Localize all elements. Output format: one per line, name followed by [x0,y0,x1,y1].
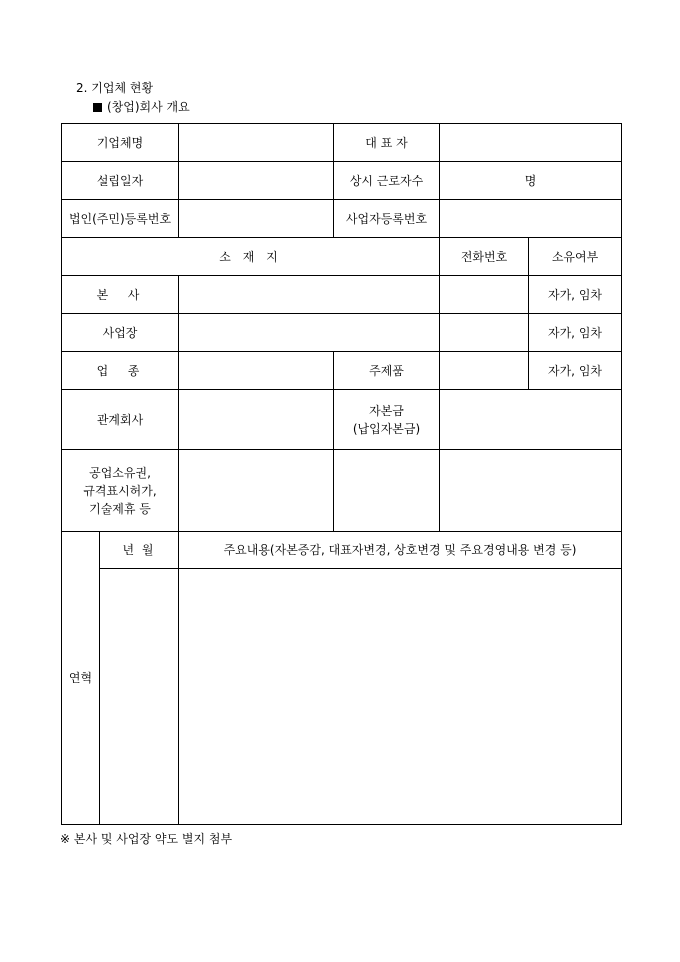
row-history-header [62,532,622,569]
label-capital-line2: (납입자본금) [352,421,421,436]
label-ip-line1: 공업소유권, [89,465,151,480]
field-history-content[interactable] [179,569,622,825]
label-year-month: 년 월 [100,532,179,569]
field-established-date[interactable] [179,162,334,200]
row-affiliates [62,390,622,450]
field-representative[interactable] [440,124,622,162]
label-phone: 전화번호 [440,238,529,276]
footnote: ※ 본사 및 사업장 약도 별지 첨부 [60,832,233,846]
field-main-product[interactable] [440,352,529,390]
subsection-heading-text: (창업)회사 개요 [107,100,190,114]
label-location: 소 재 지 [62,238,440,276]
row-registration [62,200,622,238]
label-capital-line1: 자본금 [369,403,404,418]
field-workplace-phone[interactable] [440,314,529,352]
label-company-name: 기업체명 [62,124,179,162]
field-company-name[interactable] [179,124,334,162]
row-established [62,162,622,200]
field-head-office-ownership[interactable]: 자가, 임차 [529,276,622,314]
row-location-header [62,238,622,276]
label-capital [334,390,440,450]
label-ownership: 소유여부 [529,238,622,276]
label-history: 연혁 [62,532,100,825]
field-ip-3[interactable] [440,450,622,532]
label-workplace: 사업장 [62,314,179,352]
field-workplace-ownership[interactable]: 자가, 임차 [529,314,622,352]
label-main-product: 주제품 [334,352,440,390]
field-ip-1[interactable] [179,450,334,532]
field-industry[interactable] [179,352,334,390]
field-corp-reg-no[interactable] [179,200,334,238]
field-ip-2[interactable] [334,450,440,532]
square-bullet-icon [93,103,102,112]
label-established-date: 설립일자 [62,162,179,200]
row-ip [62,450,622,532]
label-ip-line3: 기술제휴 등 [89,501,151,516]
label-ip [62,450,179,532]
label-employees: 상시 근로자수 [334,162,440,200]
label-main-content: 주요내용(자본증감, 대표자변경, 상호변경 및 주요경영내용 변경 등) [179,532,622,569]
field-head-office-phone[interactable] [440,276,529,314]
field-history-year-month[interactable] [100,569,179,825]
field-biz-reg-no[interactable] [440,200,622,238]
label-affiliates: 관계회사 [62,390,179,450]
field-workplace-address[interactable] [179,314,440,352]
label-head-office: 본 사 [62,276,179,314]
field-industry-ownership[interactable]: 자가, 임차 [529,352,622,390]
label-biz-reg-no: 사업자등록번호 [334,200,440,238]
label-corp-reg-no: 법인(주민)등록번호 [62,200,179,238]
row-history-body [62,569,622,825]
field-affiliates[interactable] [179,390,334,450]
field-employees[interactable]: 명 [440,162,622,200]
label-ip-line2: 규격표시허가, [83,483,157,498]
row-company-name [62,124,622,162]
company-overview-table [61,123,622,825]
label-industry: 업 종 [62,352,179,390]
row-workplace [62,314,622,352]
field-head-office-address[interactable] [179,276,440,314]
row-industry [62,352,622,390]
row-head-office [62,276,622,314]
section-heading: 2. 기업체 현황 [76,81,154,95]
label-representative: 대 표 자 [334,124,440,162]
subsection-heading [93,100,190,114]
field-capital[interactable] [440,390,622,450]
